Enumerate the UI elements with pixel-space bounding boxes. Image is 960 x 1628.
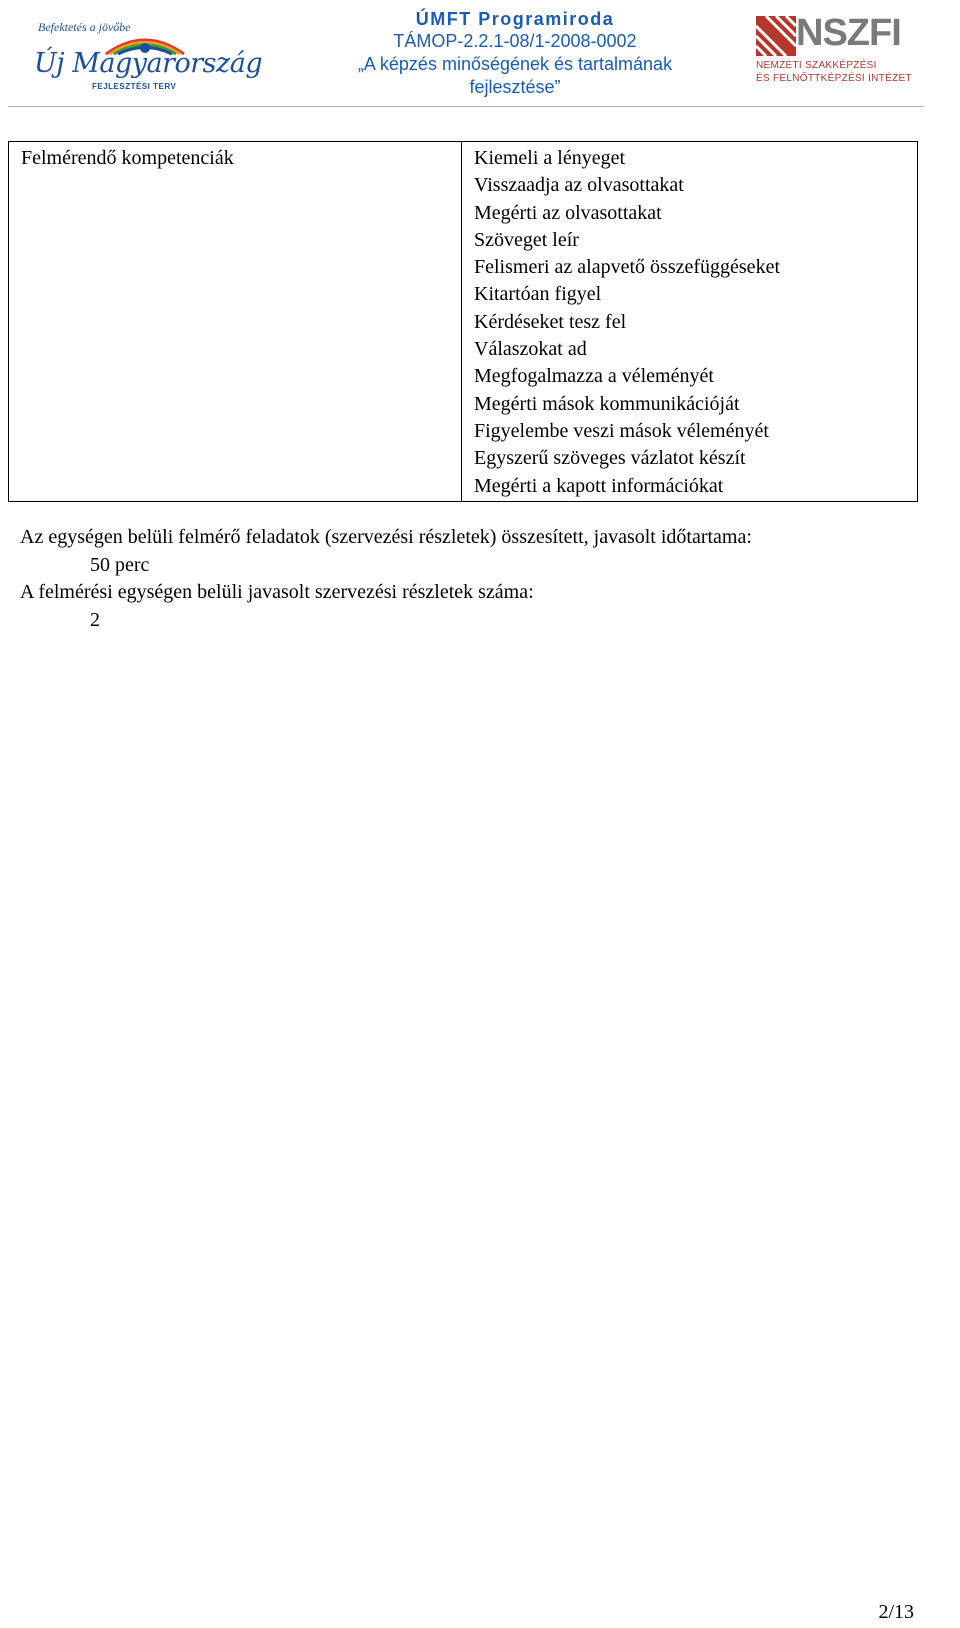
page-header — [0, 0, 960, 112]
list-item: Megérti a kapott információkat — [474, 474, 724, 497]
list-item: Megfogalmazza a véleményét — [474, 365, 714, 388]
table-row — [9, 142, 918, 502]
header-divider — [8, 106, 924, 107]
list-item: Egyszerű szöveges vázlatot készít — [474, 447, 746, 470]
list-item: Kérdéseket tesz fel — [474, 310, 627, 333]
logo-brand: Új Magyarország — [34, 48, 263, 79]
count-value: 2 — [90, 608, 100, 631]
competencies-table — [8, 141, 918, 502]
logo-subtitle: FEJLESZTÉSI TERV — [92, 82, 177, 91]
competencies-list — [474, 145, 907, 500]
nszfi-logo — [756, 12, 926, 90]
nszfi-name-line1: NEMZETI SZAKKÉPZÉSI — [756, 60, 877, 71]
list-item: Megérti mások kommunikációját — [474, 392, 740, 415]
nszfi-wordmark: NSZFI — [796, 12, 901, 54]
competencies-label: Felmérendő kompetenciák — [21, 147, 234, 169]
project-title-line2: fejlesztése” — [469, 77, 561, 97]
competencies-list-cell — [462, 142, 918, 502]
logo-tagline: Befektetés a jövőbe — [38, 20, 131, 34]
duration-label: Az egységen belüli felmérő feladatok (szervezési részletek) összesített, javasolt időtartama: — [20, 526, 752, 548]
list-item: Szöveget leír — [474, 228, 579, 251]
page-number: 2/13 — [878, 1601, 914, 1623]
list-item: Kitartóan figyel — [474, 283, 602, 306]
competencies-label-cell — [9, 142, 462, 502]
nszfi-emblem-icon — [756, 16, 796, 56]
program-office-title: ÚMFT Programiroda — [415, 9, 615, 29]
list-item: Megérti az olvasottakat — [474, 201, 662, 224]
duration-value: 50 perc — [90, 553, 150, 576]
list-item: Válaszokat ad — [474, 338, 587, 361]
assessment-details — [20, 524, 940, 634]
program-office-heading — [290, 8, 740, 99]
count-label: A felmérési egységen belüli javasolt szervezési részletek száma: — [20, 581, 534, 603]
list-item: Felismeri az alapvető összefüggéseket — [474, 256, 780, 279]
list-item: Visszaadja az olvasottakat — [474, 174, 684, 197]
list-item: Kiemeli a lényeget — [474, 147, 626, 169]
list-item: Figyelembe veszi mások véleményét — [474, 419, 769, 442]
nszfi-name-line2: ÉS FELNŐTTKÉPZÉSI INTÉZET — [756, 73, 912, 84]
uj-magyarorszag-logo — [30, 14, 263, 94]
project-code: TÁMOP-2.2.1-08/1-2008-0002 — [393, 31, 637, 51]
project-title-line1: „A képzés minőségének és tartalmának — [357, 54, 673, 74]
